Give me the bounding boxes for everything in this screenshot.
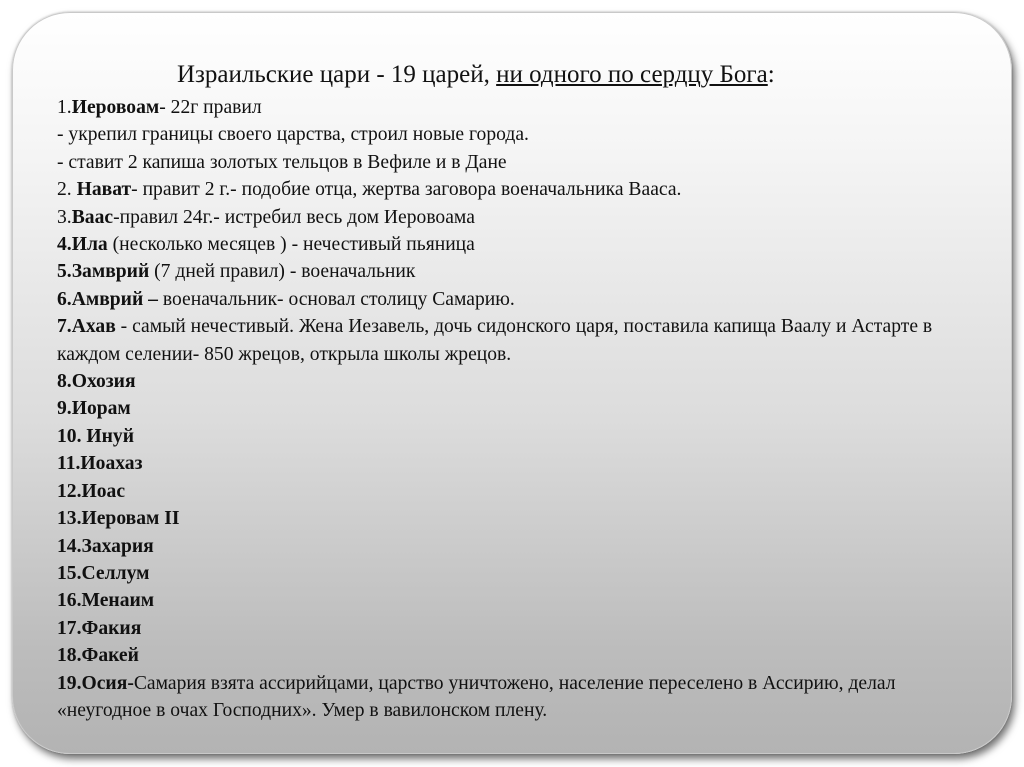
line-number: 9.	[57, 398, 72, 420]
line-number: 3.	[57, 206, 72, 228]
king-line-6	[57, 286, 992, 313]
king-name: Факия	[81, 617, 142, 639]
line-text: - укрепил границы своего царства, строил новые города.	[57, 124, 529, 146]
line-number: 11.	[57, 453, 81, 475]
king-name: Ахав	[71, 316, 116, 338]
line-text: -правил 24г.- истребил весь дом Иеровоама	[113, 206, 475, 228]
king-name: Иоас	[81, 480, 126, 502]
king-name: Ваас	[71, 206, 114, 228]
line-text: - 22г правил	[159, 97, 262, 118]
line-number: 5.	[57, 261, 72, 283]
king-name: Охозия	[71, 371, 136, 393]
king-line-1-detail-a	[57, 121, 992, 148]
line-text: военачальник- основал столицу Самарию.	[157, 288, 515, 310]
line-number: 7.	[57, 316, 72, 338]
king-line-7	[57, 313, 992, 368]
king-line-2	[57, 176, 992, 203]
line-number: 1.	[57, 97, 72, 118]
line-text: Самария взята ассирийцами, царство уничтожено, население переселено в Ассирию, делал «неугодное в очах Господних». Умер в вавилонском плену.	[57, 672, 896, 721]
king-line-16	[57, 587, 992, 614]
line-text: - правит 2 г.- подобие отца, жертва заговора военачальника Вааса.	[131, 179, 682, 201]
king-name: Селлум	[81, 562, 150, 584]
line-number: 19.	[57, 672, 82, 694]
slide-title	[57, 58, 992, 92]
title-suffix: :	[767, 61, 775, 88]
king-line-9	[57, 395, 992, 422]
line-number: 14.	[57, 535, 82, 557]
king-name: Ила	[71, 234, 108, 256]
line-number: 13.	[57, 508, 82, 530]
king-line-13	[57, 505, 992, 532]
line-number: 15.	[57, 562, 82, 584]
line-text: (несколько месяцев ) - нечестивый пьяница	[107, 234, 475, 256]
line-text: - самый нечестивый. Жена Иезавель, дочь сидонского царя, поставила капища Ваалу и Астарте в каждом селении- 850 жрецов, открыла школы жрецов.	[57, 316, 933, 365]
king-line-1	[57, 94, 992, 121]
king-line-19	[57, 670, 992, 725]
king-name: Инуй	[86, 425, 135, 447]
line-number: 4.	[57, 234, 72, 256]
title-underlined: ни одного по сердцу Бога	[496, 61, 768, 88]
king-line-1-detail-b	[57, 149, 992, 176]
king-line-10	[57, 423, 992, 450]
line-number: 12.	[57, 480, 82, 502]
king-name: Менаим	[81, 590, 155, 612]
king-line-18	[57, 642, 992, 669]
king-line-5	[57, 258, 992, 285]
line-number: 10.	[57, 425, 87, 447]
line-number: 18.	[57, 645, 82, 667]
king-name: Амврий –	[71, 288, 158, 310]
king-line-4	[57, 231, 992, 258]
line-number: 17.	[57, 617, 82, 639]
king-name: Иеровоам	[71, 97, 160, 118]
line-text: (7 дней правил) - военачальник	[149, 261, 416, 283]
king-line-8	[57, 368, 992, 395]
king-name: Нават	[76, 179, 132, 201]
king-line-14	[57, 533, 992, 560]
slide-text	[57, 58, 992, 724]
king-name: Иоахаз	[80, 453, 143, 475]
king-name: Замврий	[71, 261, 150, 283]
king-line-12	[57, 478, 992, 505]
king-name: Факей	[81, 645, 139, 667]
king-name: Иорам	[71, 398, 131, 420]
king-name: Иеровам II	[81, 508, 180, 530]
king-line-17	[57, 615, 992, 642]
king-name: Осия-	[81, 672, 134, 694]
title-prefix: Израильские цари - 19 царей,	[177, 61, 497, 88]
king-line-11	[57, 450, 992, 477]
line-number: 6.	[57, 288, 72, 310]
king-line-3	[57, 204, 992, 231]
king-line-15	[57, 560, 992, 587]
line-number: 16.	[57, 590, 82, 612]
line-number: 2.	[57, 179, 77, 201]
king-name: Захария	[81, 535, 154, 557]
line-text: - ставит 2 капиша золотых тельцов в Вефиле и в Дане	[57, 151, 507, 173]
line-number: 8.	[57, 371, 72, 393]
